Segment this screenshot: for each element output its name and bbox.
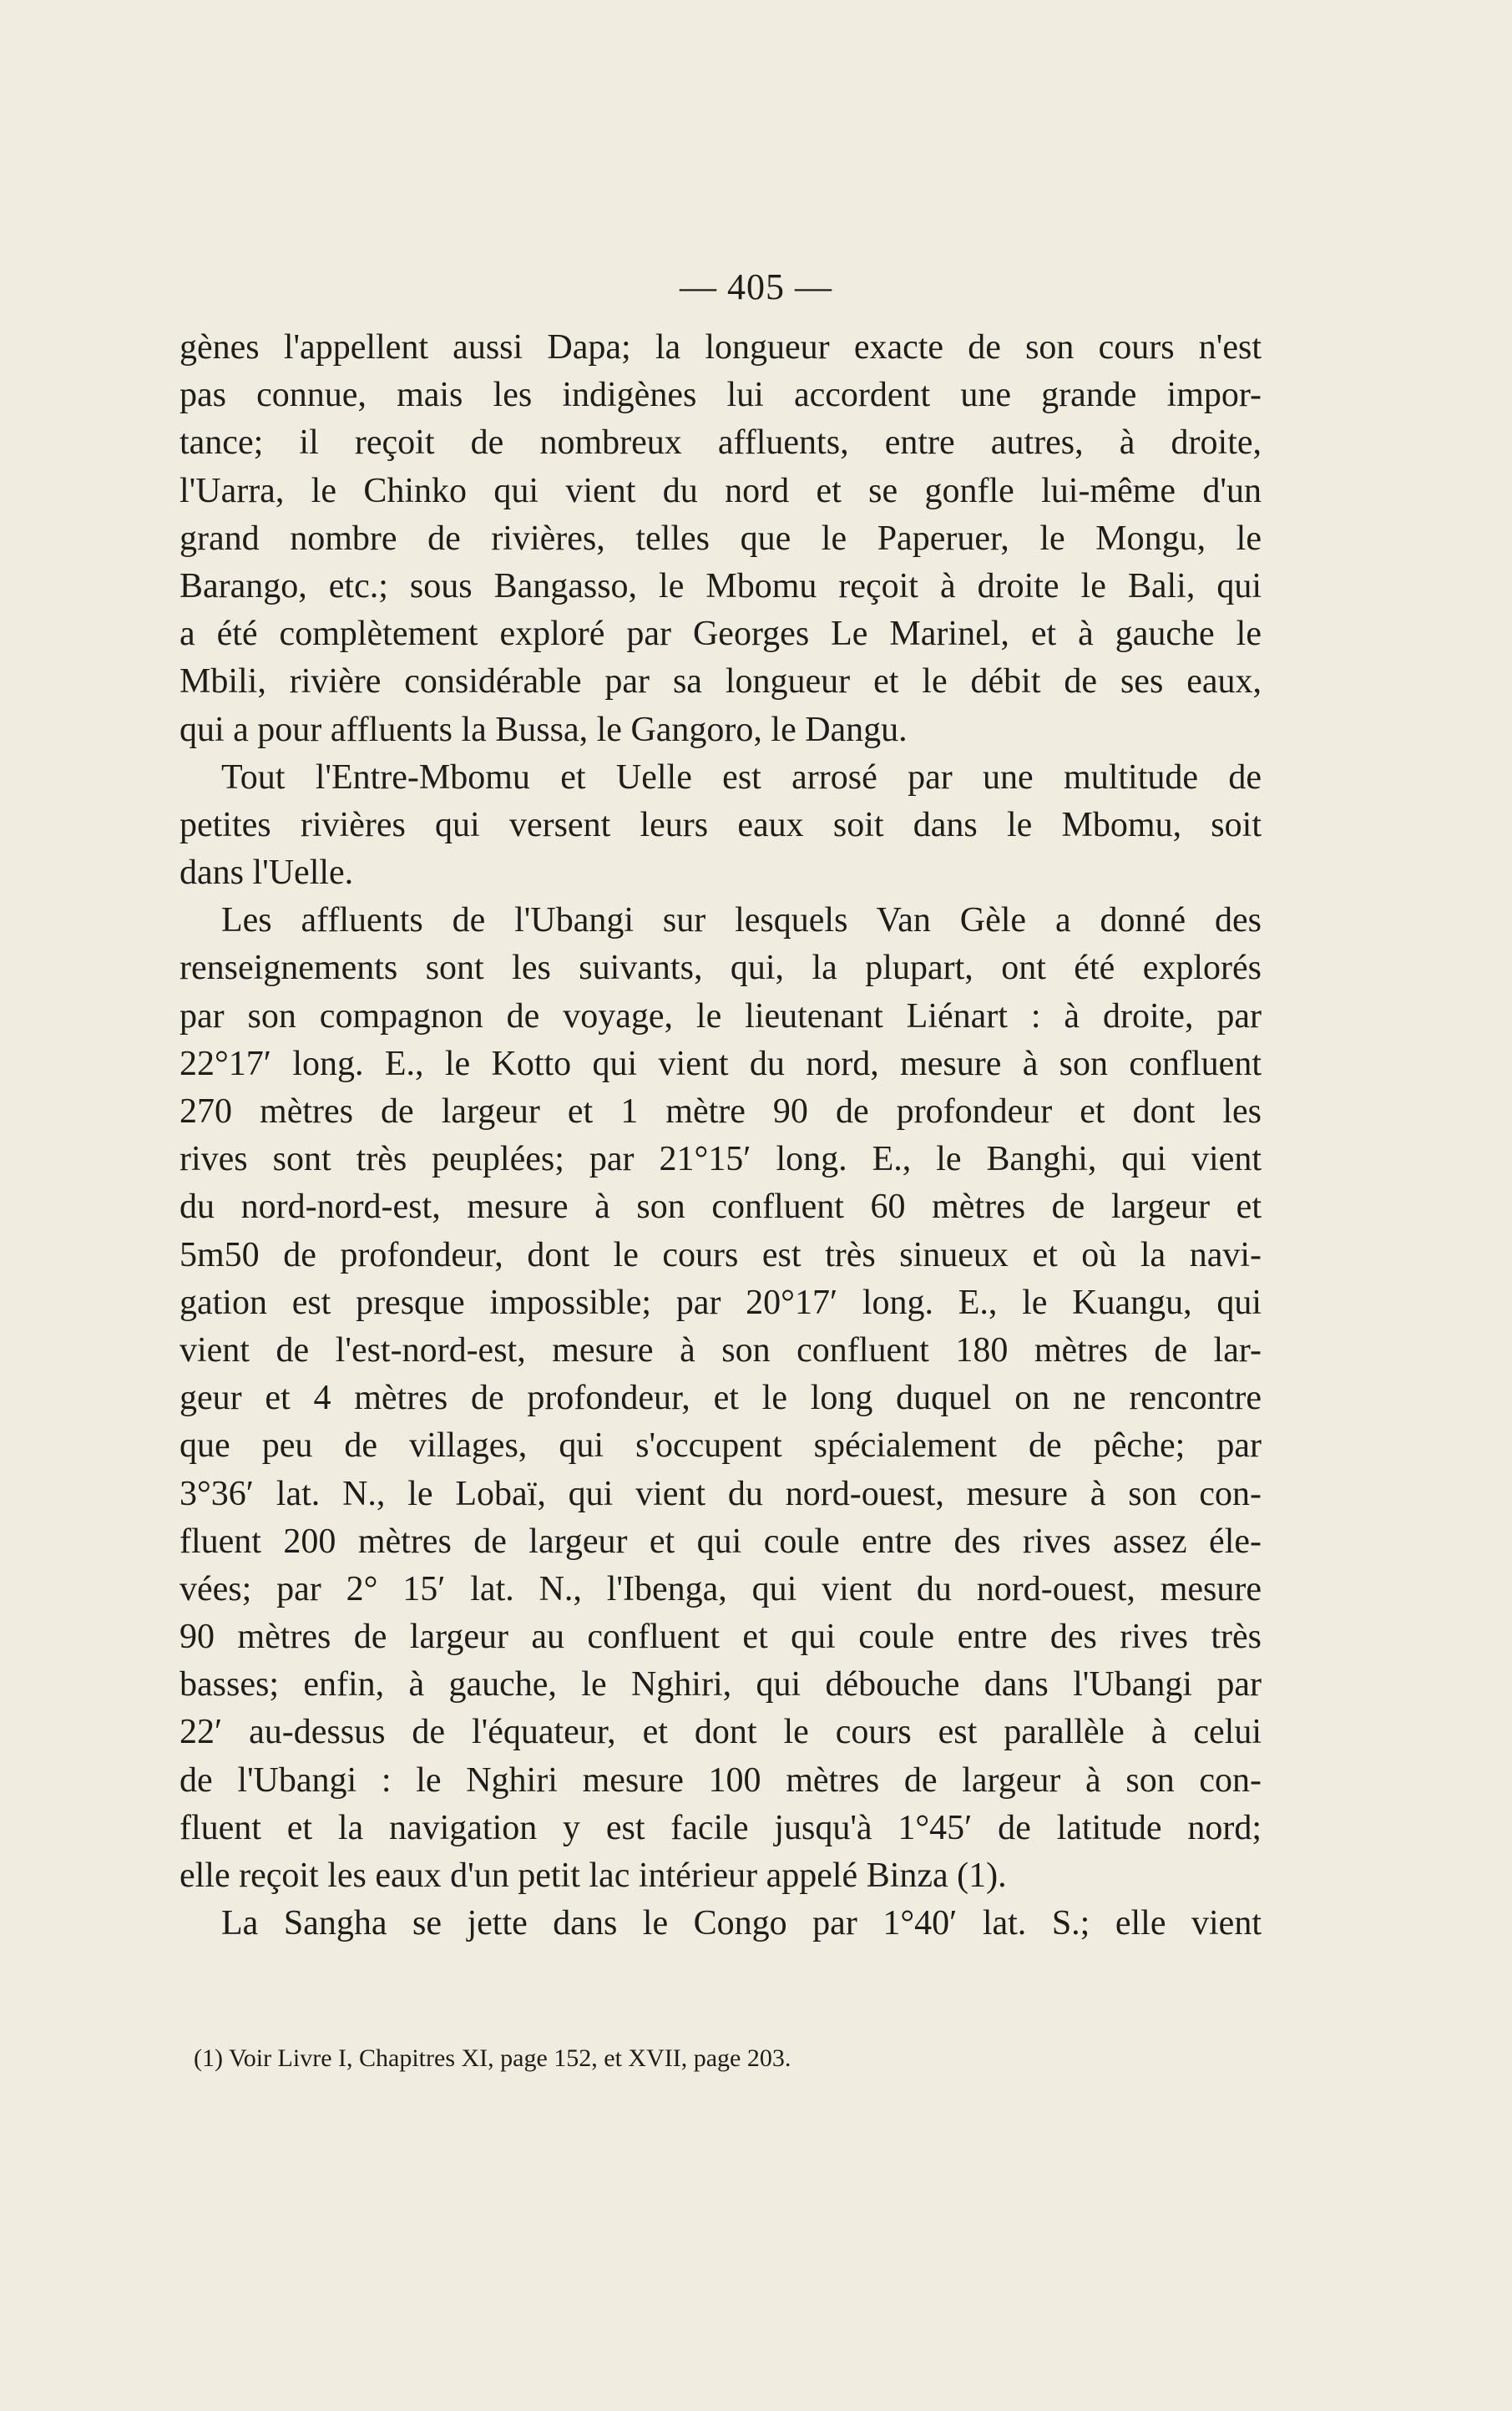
- text-line: qui a pour affluents la Bussa, le Gangoro, le Dangu.: [180, 710, 908, 749]
- text-line: pas connue, mais les indigènes lui accordent une grande impor-: [180, 376, 1262, 415]
- text-line: petites rivières qui versent leurs eaux soit dans le Mbomu, soit: [180, 805, 1262, 844]
- text-line: geur et 4 mètres de profondeur, et le long duquel on ne rencontre: [180, 1379, 1262, 1418]
- page-number: — 405 —: [680, 266, 832, 307]
- text-line: dans l'Uelle.: [180, 853, 354, 893]
- text-line: que peu de villages, qui s'occupent spécialement de pêche; par: [180, 1426, 1262, 1466]
- text-line: elle reçoit les eaux d'un petit lac intérieur appelé Binza (1).: [180, 1856, 1007, 1895]
- text-line: gènes l'appellent aussi Dapa; la longueur exacte de son cours n'est: [180, 328, 1262, 367]
- footnote: (1) Voir Livre I, Chapitres XI, page 152, et XVII, page 203.: [194, 2044, 791, 2072]
- text-line: La Sangha se jette dans le Congo par 1°40′ lat. S.; elle vient: [221, 1904, 1262, 1943]
- text-line: rives sont très peuplées; par 21°15′ long. E., le Banghi, qui vient: [180, 1140, 1262, 1179]
- text-line: Les affluents de l'Ubangi sur lesquels Van Gèle a donné des: [221, 901, 1262, 940]
- text-line: vient de l'est-nord-est, mesure à son confluent 180 mètres de lar-: [180, 1330, 1262, 1370]
- text-line: a été complètement exploré par Georges Le Marinel, et à gauche le: [180, 615, 1262, 654]
- text-line: 22′ au-dessus de l'équateur, et dont le cours est parallèle à celui: [180, 1713, 1262, 1752]
- text-line: du nord-nord-est, mesure à son confluent 60 mètres de largeur et: [180, 1188, 1262, 1227]
- text-line: grand nombre de rivières, telles que le Paperuer, le Mongu, le: [180, 519, 1262, 558]
- text-line: basses; enfin, à gauche, le Nghiri, qui débouche dans l'Ubangi par: [180, 1665, 1262, 1704]
- text-line: 270 mètres de largeur et 1 mètre 90 de profondeur et dont les: [180, 1092, 1262, 1131]
- text-line: l'Uarra, le Chinko qui vient du nord et se gonfle lui-même d'un: [180, 471, 1262, 510]
- text-line: par son compagnon de voyage, le lieutenant Liénart : à droite, par: [180, 996, 1262, 1036]
- text-line: 90 mètres de largeur au confluent et qui coule entre des rives très: [180, 1618, 1262, 1657]
- text-line: fluent et la navigation y est facile jusqu'à 1°45′ de latitude nord;: [180, 1808, 1262, 1847]
- text-line: vées; par 2° 15′ lat. N., l'Ibenga, qui vient du nord-ouest, mesure: [180, 1569, 1262, 1608]
- text-line: Mbili, rivière considérable par sa longueur et le débit de ses eaux,: [180, 662, 1262, 702]
- text-line: 3°36′ lat. N., le Lobaï, qui vient du nord-ouest, mesure à son con-: [180, 1474, 1262, 1513]
- body-text: [180, 324, 1262, 1948]
- text-line: de l'Ubangi : le Nghiri mesure 100 mètres de largeur à son con-: [180, 1760, 1262, 1800]
- text-line: fluent 200 mètres de largeur et qui coule entre des rives assez éle-: [180, 1522, 1262, 1561]
- text-line: 22°17′ long. E., le Kotto qui vient du nord, mesure à son confluent: [180, 1044, 1262, 1083]
- text-line: Barango, etc.; sous Bangasso, le Mbomu reçoit à droite le Bali, qui: [180, 566, 1262, 605]
- text-line: gation est presque impossible; par 20°17′ long. E., le Kuangu, qui: [180, 1283, 1262, 1322]
- text-line: Tout l'Entre-Mbomu et Uelle est arrosé par une multitude de: [221, 757, 1262, 797]
- text-line: renseignements sont les suivants, qui, la plupart, ont été explorés: [180, 949, 1262, 988]
- text-line: tance; il reçoit de nombreux affluents, entre autres, à droite,: [180, 423, 1262, 463]
- text-line: 5m50 de profondeur, dont le cours est très sinueux et où la navi-: [180, 1235, 1262, 1274]
